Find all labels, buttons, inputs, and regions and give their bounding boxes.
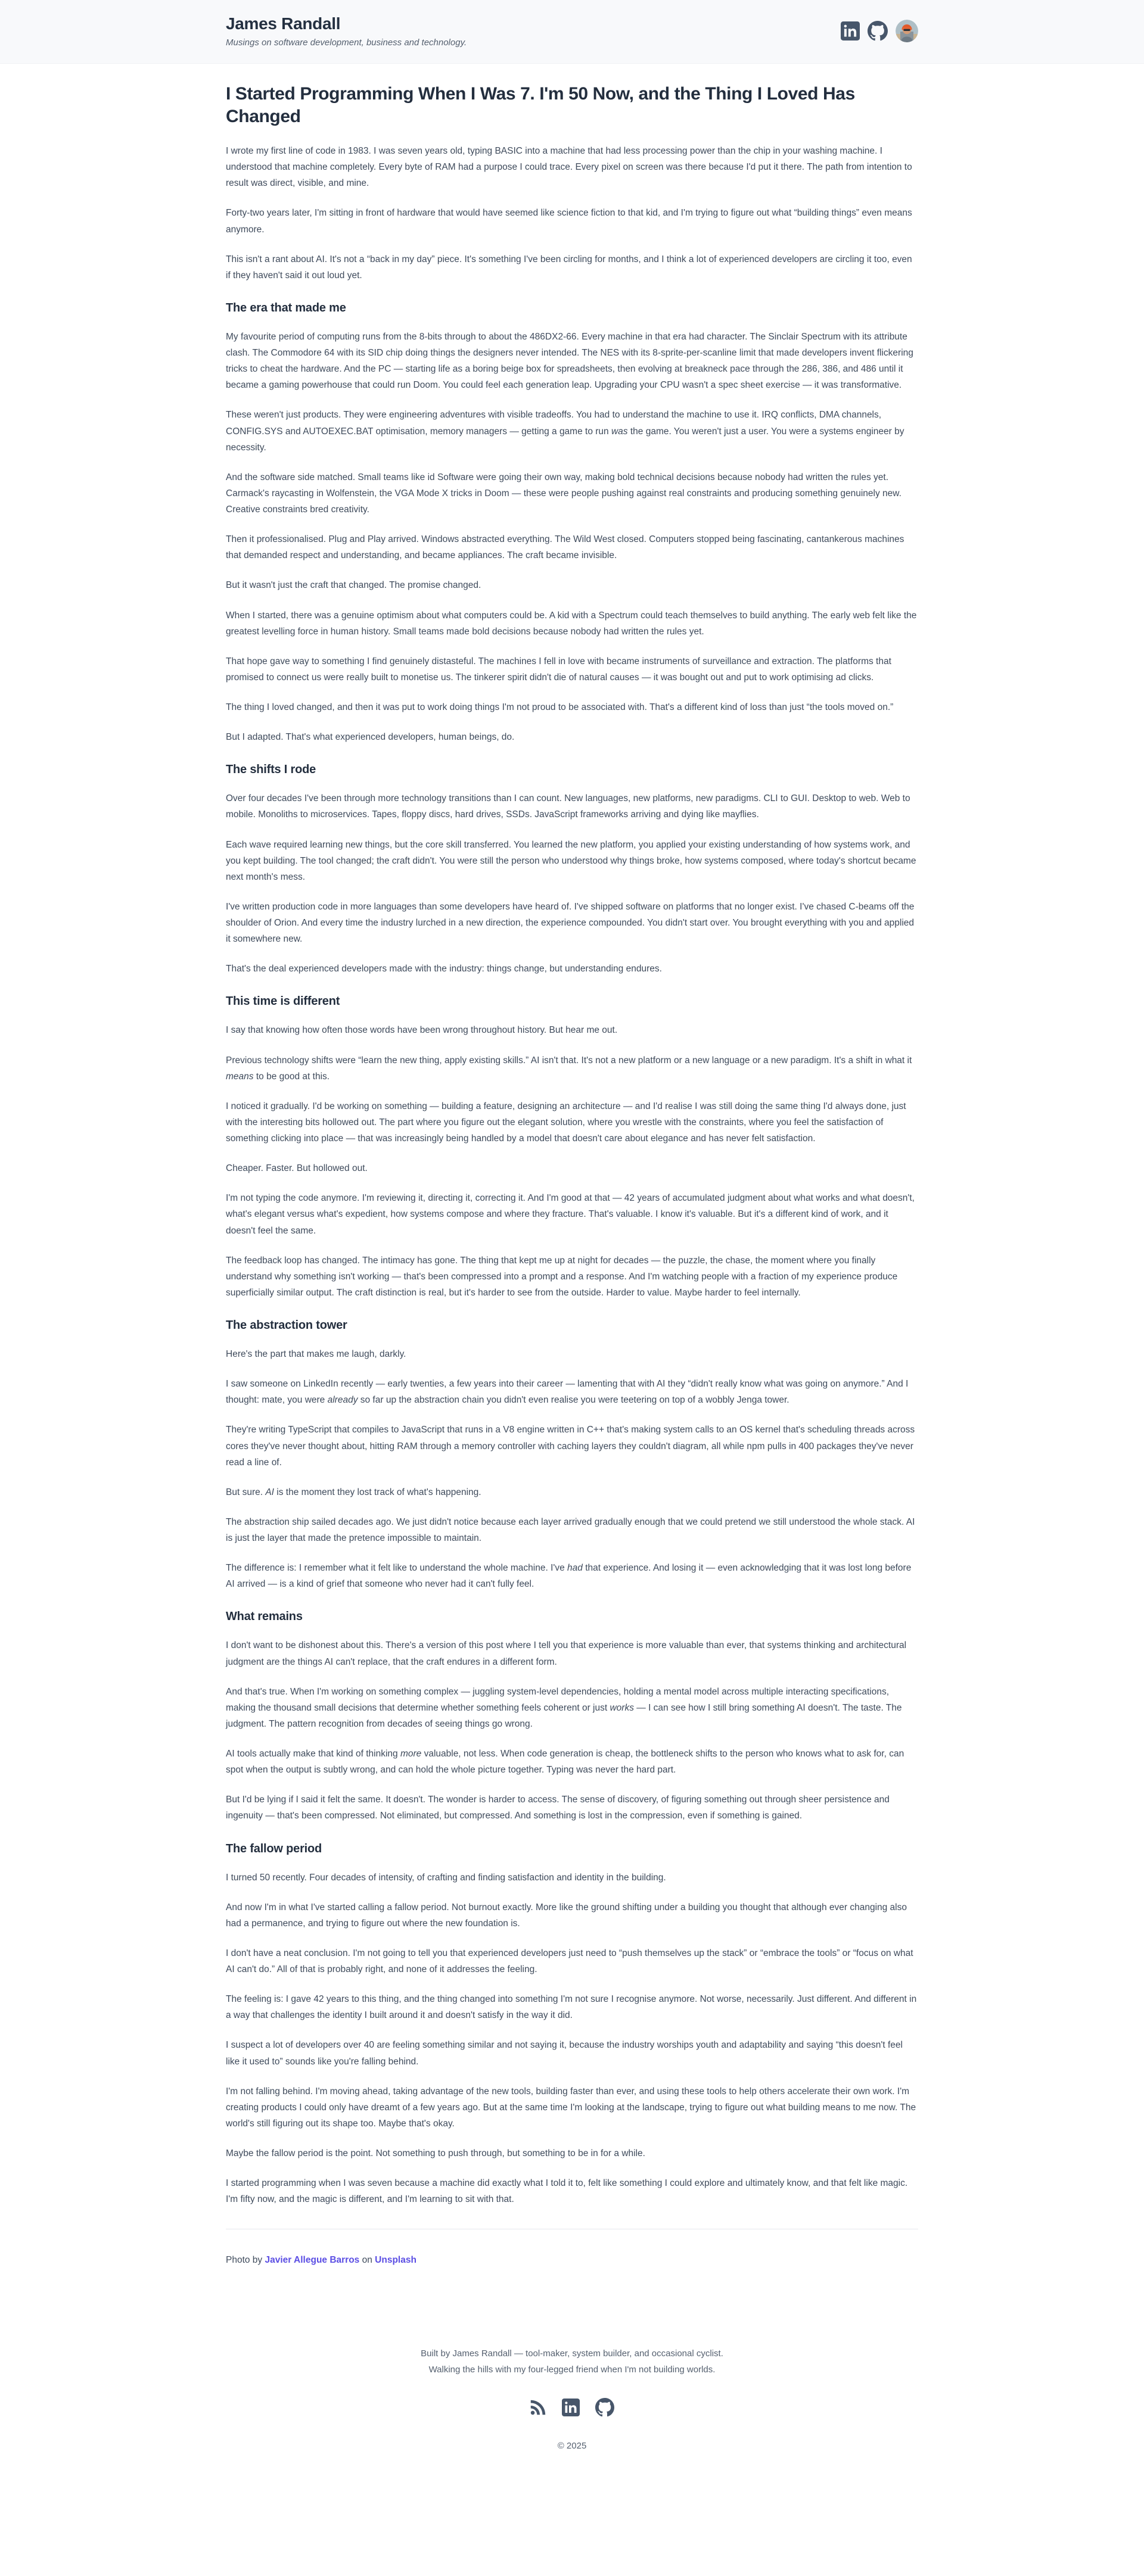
article-paragraph: AI tools actually make that kind of thinking more valuable, not less. When code generation is cheap, the bottleneck shifts to the person who knows what to ask for, can spot when the output is subtly wrong, and can hold the whole picture together. Typing was never the hard part.	[226, 1749, 904, 1776]
article-paragraph: When I started, there was a genuine optimism about what computers could be. A kid with a Spectrum could teach themselves to build anything. The early web felt like the greatest levelling force in human history. Small teams made bold decisions because nobody had written the rules yet.	[226, 610, 917, 637]
article-paragraph: But sure. AI is the moment they lost track of what's happening.	[226, 1487, 481, 1497]
site-title-link[interactable]: James Randall	[226, 14, 341, 33]
article-paragraph: I don't want to be dishonest about this. There's a version of this post where I tell you that experience is more valuable than ever, that systems thinking and architectural judgment are the things AI can't replace, that the craft endures in a different form.	[226, 1640, 907, 1667]
article-paragraph: These weren't just products. They were engineering adventures with visible tradeoffs. You had to understand the machine to use it. IRQ conflicts, DMA channels, CONFIG.SYS and AUTOEXEC.BAT optimisation, memory managers — getting a game to run was the game. You weren't just a user. You were a systems engineer by necessity.	[226, 410, 904, 453]
article-paragraph: Here's the part that makes me laugh, darkly.	[226, 1349, 406, 1359]
article-paragraph: I noticed it gradually. I'd be working on something — building a feature, designing an architecture — and I'd realise I was still doing the same thing I'd always done, just with the interesting bits hollowed out. The part where you figure out the elegant solution, where you wrestle with the constraints, where you feel the satisfaction of something clicking into place — that was increasingly being handled by a model that doesn't care about elegance and has never felt satisfaction.	[226, 1101, 906, 1144]
article-paragraph: I say that knowing how often those words have been wrong throughout history. But hear me out.	[226, 1025, 618, 1036]
article-paragraph: I'm not falling behind. I'm moving ahead, taking advantage of the new tools, building faster than ever, and using these tools to help others accelerate their own work. I'm creating products I could only have dreamt of a few years ago. But at the same time I'm looking at the landscape, trying to figure out what building means to me now. The world's still figuring out its shape too. Maybe that's okay.	[226, 2086, 916, 2129]
article-paragraph: The feedback loop has changed. The intimacy has gone. The thing that kept me up at night for decades — the puzzle, the chase, the moment where you finally understand why something isn't working — that's been compressed into a prompt and a response. And I'm watching people with a fraction of my experience produce superficially similar output. The craft distinction is real, but it's harder to see from the outside. Harder to value. Maybe harder to feel internally.	[226, 1255, 898, 1298]
article	[216, 64, 928, 2275]
copyright: © 2025	[557, 2440, 587, 2451]
rss-icon[interactable]	[530, 2399, 546, 2416]
article-body	[226, 143, 918, 2207]
site-tagline: Musings on software development, business and technology.	[226, 38, 467, 48]
article-paragraph: I've written production code in more languages than some developers have heard of. I've shipped software on platforms that no longer exist. I've chased C-beams off the shoulder of Orion. And every time the industry lurched in a new direction, the experience compounded. You didn't start over. You brought everything with you and applied it somewhere new.	[226, 901, 915, 945]
section-heading: This time is different	[226, 995, 340, 1008]
footer-walking-line: Walking the hills with my four-legged friend when I'm not building worlds.	[428, 2364, 716, 2375]
article-paragraph: They're writing TypeScript that compiles to JavaScript that runs in a V8 engine written in C++ that's making system calls to an OS kernel that's scheduling threads across cores they've never thought about, hitting RAM through a memory controller with caching layers they couldn't diagram, all while npm pulls in 400 packages they've never read a line of.	[226, 1425, 915, 1468]
photo-credit-connector: on	[359, 2255, 375, 2266]
article-paragraph: That's the deal experienced developers made with the industry: things change, but understanding endures.	[226, 964, 662, 974]
article-paragraph: Then it professionalised. Plug and Play arrived. Windows abstracted everything. The Wild West closed. Computers stopped being fascinating, cantankerous machines that demanded respect and understanding, and became appliances. The craft became invisible.	[226, 534, 904, 561]
article-paragraph: Over four decades I've been through more technology transitions than I can count. New languages, new platforms, new paradigms. CLI to GUI. Desktop to web. Web to mobile. Monoliths to microservices. Tapes, floppy discs, hard drives, SSDs. JavaScript frameworks arriving and dying like mayflies.	[226, 793, 910, 820]
avatar-photo[interactable]	[896, 20, 918, 42]
article-paragraph: I wrote my first line of code in 1983. I was seven years old, typing BASIC into a machine that had less processing power than the chip in your washing machine. I understood that machine completely. Every byte of RAM had a purpose I could trace. Every pixel on screen was there because I'd put it there. The path from intention to result was direct, visible, and mine.	[226, 146, 912, 189]
linkedin-icon[interactable]	[841, 21, 860, 41]
article-paragraph: I suspect a lot of developers over 40 are feeling something similar and not saying it, because the industry worships youth and adaptability and saying “this doesn't feel like it used to” sounds like you're falling behind.	[226, 2040, 903, 2067]
site-footer	[0, 2288, 1144, 2576]
article-paragraph: I turned 50 recently. Four decades of intensity, of crafting and finding satisfaction and identity in the building.	[226, 1872, 666, 1883]
article-paragraph: Forty-two years later, I'm sitting in front of hardware that would have seemed like science fiction to that kid, and I'm trying to figure out what “building things” even means anymore.	[226, 208, 912, 235]
article-paragraph: Each wave required learning new things, but the core skill transferred. You learned the new platform, you applied your existing understanding of how systems work, and you kept building. The tool changed; the craft didn't. You were still the person who understood why things broke, how systems composed, where today's shortcut became next month's mess.	[226, 839, 916, 882]
article-paragraph: The thing I loved changed, and then it was put to work doing things I'm not proud to be associated with. That's a different kind of loss than just “the tools moved on.”	[226, 702, 894, 712]
article-paragraph: And that's true. When I'm working on something complex — juggling system-level dependencies, holding a mental model across multiple interacting specifications, making the thousand small decisions that determine whether something feels coherent or just works — I can see how I still bring something AI doesn't. The taste. The judgment. The pattern recognition from decades of seeing things go wrong.	[226, 1686, 902, 1729]
article-paragraph: I started programming when I was seven because a machine did exactly what I told it to, felt like something I could explore and ultimately know, and that felt like magic. I'm fifty now, and the magic is different, and I'm learning to sit with that.	[226, 2178, 908, 2205]
article-paragraph: My favourite period of computing runs from the 8-bits through to about the 486DX2-66. Every machine in that era had character. The Sinclair Spectrum with its attribute clash. The Commodore 64 with its SID chip doing things the designers never intended. The NES with its 8-sprite-per-scanline limit that made developers invent flickering tricks to cheat the hardware. And the PC — starting life as a boring beige box for spreadsheets, then evolving at breakneck pace through the 286, 386, and 486 until it became a gaming powerhouse that could run Doom. You could feel each generation leap. Upgrading your CPU wasn't a spec sheet exercise — it was transformative.	[226, 331, 913, 391]
github-icon[interactable]	[868, 21, 888, 41]
article-paragraph: This isn't a rant about AI. It's not a “back in my day” piece. It's something I've been circling for months, and I think a lot of experienced developers are circling it too, even if they haven't said it out loud yet.	[226, 254, 912, 281]
article-paragraph: But I adapted. That's what experienced developers, human beings, do.	[226, 732, 515, 743]
header-social-links	[841, 20, 918, 42]
article-paragraph: But I'd be lying if I said it felt the same. It doesn't. The wonder is harder to access. The sense of discovery, of figuring something out through sheer persistence and ingenuity — that's been compressed. Not eliminated, but compressed. And something is lost in the compression, even if something is gained.	[226, 1795, 890, 1821]
section-heading: The shifts I rode	[226, 763, 316, 777]
article-paragraph: The difference is: I remember what it felt like to understand the whole machine. I've had that experience. And losing it — even acknowledging that it was lost long before AI arrived — is a kind of grief that someone who never had it can't fully feel.	[226, 1563, 912, 1590]
section-heading: The era that made me	[226, 301, 346, 314]
article-title: I Started Programming When I Was 7. I'm 50 Now, and the Thing I Loved Has Changed	[226, 84, 855, 126]
article-paragraph: Cheaper. Faster. But hollowed out.	[226, 1163, 368, 1174]
article-paragraph: The feeling is: I gave 42 years to this thing, and the thing changed into something I'm not sure I recognise anymore. Not worse, necessarily. Just different. And different in a way that challenges the identity I built around it and doesn't satisfy in the way it did.	[226, 1994, 917, 2021]
photo-credit	[226, 2252, 918, 2274]
article-paragraph: I saw someone on LinkedIn recently — early twenties, a few years into their career — lamenting that with AI they “didn't really know what was going on anymore.” And I thought: mate, you were already so far up the abstraction chain you didn't even realise you were teetering on top of a wobbly Jenga tower.	[226, 1379, 909, 1406]
article-paragraph: But it wasn't just the craft that changed. The promise changed.	[226, 580, 481, 591]
section-heading: The abstraction tower	[226, 1319, 347, 1332]
article-paragraph: Maybe the fallow period is the point. Not something to push through, but something to be in for a while.	[226, 2148, 645, 2158]
unsplash-link[interactable]: Unsplash	[375, 2255, 416, 2266]
article-paragraph: And the software side matched. Small teams like id Software were going their own way, making bold technical decisions because nobody had written the rules yet. Carmack's raycasting in Wolfenstein, the VGA Mode X tricks in Doom — these were people pushing against real constraints and producing something genuinely new. Creative constraints bred creativity.	[226, 472, 901, 515]
github-icon[interactable]	[595, 2398, 614, 2417]
article-paragraph: Previous technology shifts were “learn the new thing, apply existing skills.” AI isn't that. It's not a new platform or a new language or a new paradigm. It's a shift in what it means to be good at this.	[226, 1055, 912, 1082]
site-identity	[226, 14, 467, 48]
footer-social-links	[0, 2398, 1144, 2417]
linkedin-icon[interactable]	[562, 2399, 580, 2416]
photo-credit-prefix: Photo by	[226, 2255, 265, 2266]
photo-author-link[interactable]: Javier Allegue Barros	[265, 2255, 360, 2266]
article-paragraph: I'm not typing the code anymore. I'm reviewing it, directing it, correcting it. And I'm good at that — 42 years of accumulated judgment about what works and what doesn't, what's elegant versus what's expedient, how systems compose and where they fracture. That's valuable. I know it's valuable. But it's a different kind of work, and it doesn't feel the same.	[226, 1193, 915, 1236]
article-paragraph: And now I'm in what I've started calling a fallow period. Not burnout exactly. More like the ground shifting under a building you thought that although ever changing also had a permanence, and trying to figure out where the new foundation is.	[226, 1902, 907, 1929]
article-paragraph: The abstraction ship sailed decades ago. We just didn't notice because each layer arrived gradually enough that we could pretend we still understood the whole stack. AI is just the layer that made the pretence impossible to maintain.	[226, 1516, 915, 1543]
section-heading: What remains	[226, 1610, 303, 1624]
footer-built-line: Built by James Randall — tool-maker, system builder, and occasional cyclist.	[421, 2348, 723, 2359]
article-paragraph: I don't have a neat conclusion. I'm not going to tell you that experienced developers just need to “push themselves up the stack” or “embrace the tools” or “focus on what AI can't do.” All of that is probably right, and none of it addresses the feeling.	[226, 1948, 913, 1974]
site-header	[0, 0, 1144, 64]
article-paragraph: That hope gave way to something I find genuinely distasteful. The machines I fell in love with became instruments of surveillance and extraction. The platforms that promised to connect us were really built to monetise us. The tinkerer spirit didn't die of natural causes — it was bought out and put to work optimising ad clicks.	[226, 656, 891, 683]
section-heading: The fallow period	[226, 1842, 322, 1855]
